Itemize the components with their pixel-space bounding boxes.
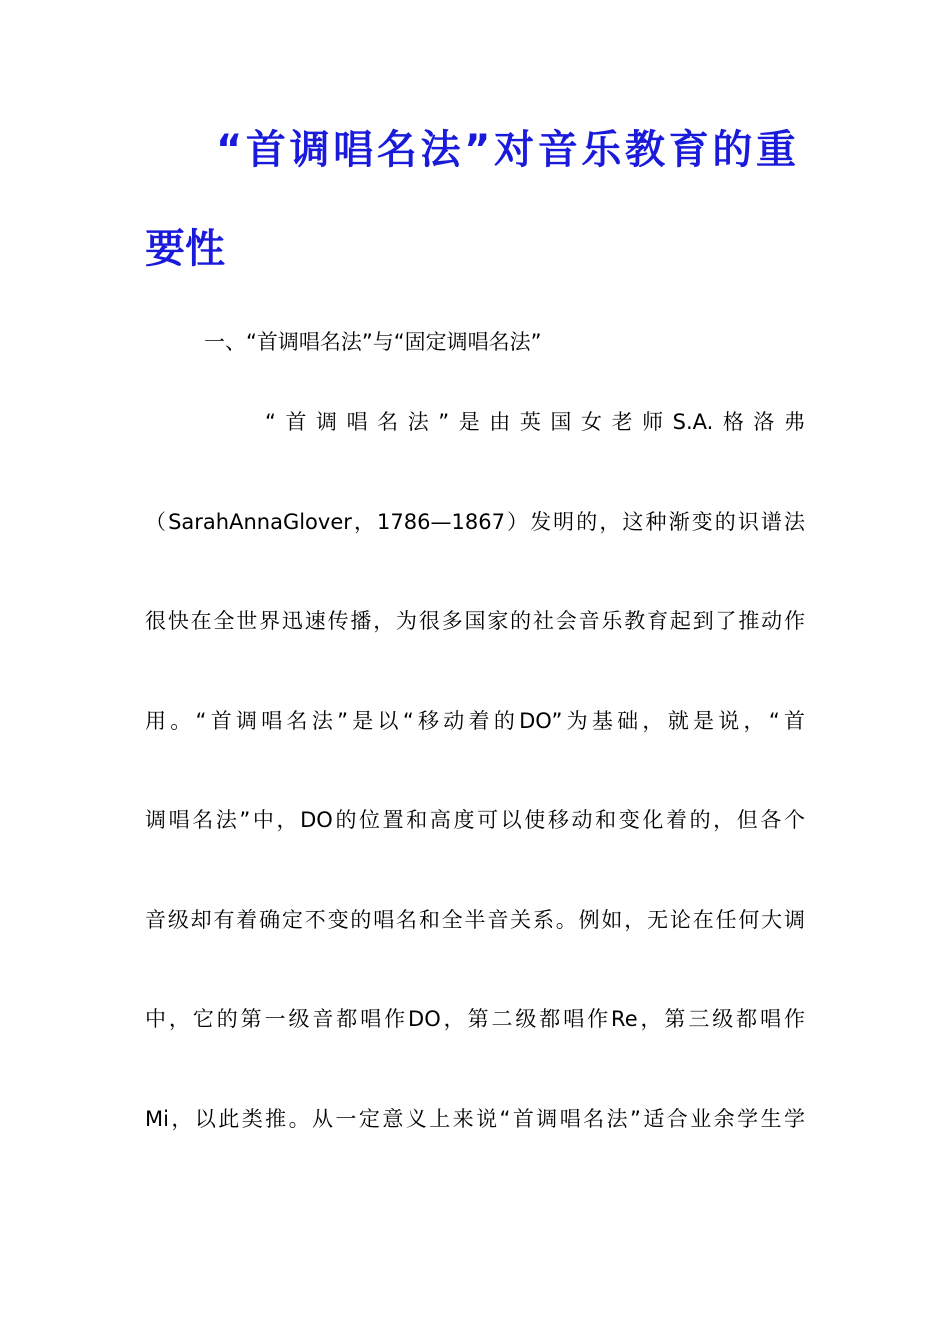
section-heading: 一、“首调唱名法”与“固定调唱名法”	[204, 330, 542, 354]
paragraph-line: Mi，以此类推。从一定意义上来说“首调唱名法”适合业余学生学	[145, 1107, 805, 1131]
paragraph-line: 中，它的第一级音都唱作DO，第二级都唱作Re，第三级都唱作	[145, 1007, 805, 1031]
paragraph-line: “首调唱名法”是由英国女老师S.A.格洛弗	[265, 410, 805, 434]
paragraph-line: 很快在全世界迅速传播，为很多国家的社会音乐教育起到了推动作	[145, 609, 805, 633]
document-title-line-2: 要性	[145, 226, 225, 272]
paragraph-line: 调唱名法”中，DO的位置和高度可以使移动和变化着的，但各个	[145, 808, 805, 832]
paragraph-line: 用。“首调唱名法”是以“移动着的DO”为基础，就是说，“首	[145, 709, 805, 733]
paragraph-line: （SarahAnnaGlover，1786—1867）发明的，这种渐变的识谱法	[145, 510, 805, 534]
paragraph-line: 音级却有着确定不变的唱名和全半音关系。例如，无论在任何大调	[145, 908, 805, 932]
document-title-line-1: “首调唱名法”对音乐教育的重	[216, 127, 796, 173]
